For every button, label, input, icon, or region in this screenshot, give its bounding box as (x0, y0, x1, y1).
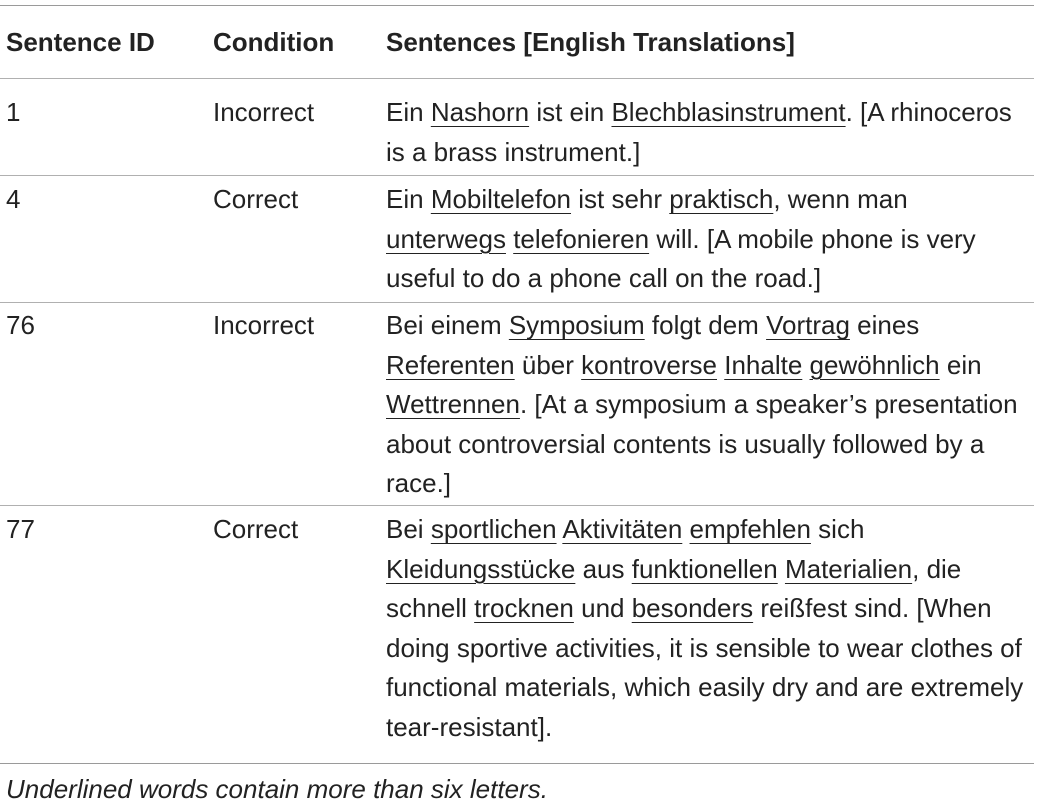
underlined-word: trocknen (474, 593, 574, 623)
header-condition: Condition (213, 27, 335, 57)
sentence-text: , wenn man (773, 184, 908, 214)
underlined-word: Wettrennen (386, 389, 520, 419)
sentence-text: Ein (386, 184, 431, 214)
underlined-word: funktionellen (631, 553, 778, 584)
sentence-text: Ein (386, 97, 431, 127)
sentence-text: ein (939, 349, 982, 380)
sentence-text: reißfest sind. [When doing sportive activities, it is sensible to wear clothes of functional materials, which easily dry and are extremely tear-resistant]. (386, 593, 1024, 742)
underlined-word: sportlichen (430, 514, 557, 544)
row-condition: Incorrect (213, 310, 315, 340)
underlined-word: kontroverse (581, 349, 717, 380)
row-id: 4 (6, 184, 21, 214)
row-sentence (386, 180, 1034, 299)
header-divider (0, 78, 1034, 79)
sentence-text (682, 514, 689, 544)
underlined-word: Vortrag (766, 310, 850, 340)
sentence-text: über (514, 349, 582, 380)
underlined-word: Referenten (386, 349, 515, 380)
underlined-word: Mobiltelefon (430, 184, 572, 214)
row-divider (0, 302, 1034, 303)
underlined-word: Materialien (784, 553, 913, 584)
underlined-word: Blechblasinstrument (611, 97, 846, 127)
sentence-text: folgt dem (644, 310, 767, 340)
row-condition: Correct (213, 184, 299, 214)
row-sentence (386, 510, 1034, 747)
sentence-text: und (573, 593, 632, 623)
row-id: 1 (6, 97, 21, 127)
sentence-text: Bei (386, 514, 431, 544)
row-id: 77 (6, 514, 35, 544)
row-sentence (386, 306, 1034, 504)
sentence-text: sich (810, 514, 865, 544)
sentence-text: ist sehr (571, 184, 670, 214)
table-bottom-rule (0, 763, 1034, 764)
row-divider (0, 505, 1034, 506)
sentence-text: eines (849, 310, 920, 340)
header-sentences: Sentences [English Translations] (386, 27, 795, 57)
sentence-text: , die schnell (386, 553, 962, 623)
row-id: 76 (6, 310, 35, 340)
header-sentence-id: Sentence ID (6, 27, 155, 57)
underlined-word: unterwegs (386, 223, 506, 254)
table-footnote: Underlined words contain more than six letters. (6, 774, 548, 804)
underlined-word: Symposium (508, 310, 645, 340)
sentence-text (778, 554, 785, 584)
row-divider (0, 175, 1034, 176)
sentence-text (802, 350, 809, 380)
underlined-word: Kleidungsstücke (386, 553, 576, 584)
underlined-word: praktisch (669, 184, 774, 214)
table-top-rule (0, 5, 1034, 6)
sentence-text: ist ein (529, 97, 612, 127)
sentence-text: Bei einem (386, 310, 509, 340)
underlined-word: besonders (631, 593, 754, 623)
sentence-text: aus (575, 553, 632, 584)
underlined-word: telefonieren (513, 223, 650, 254)
row-sentence (386, 93, 1034, 172)
underlined-word: Nashorn (430, 97, 530, 127)
underlined-word: empfehlen (689, 514, 811, 544)
sentence-text: will. [A mobile phone is very useful to do a phone call on the road.] (386, 223, 976, 293)
underlined-word: Inhalte (724, 349, 803, 380)
row-condition: Correct (213, 514, 299, 544)
underlined-word: gewöhnlich (809, 349, 940, 380)
row-condition: Incorrect (213, 97, 315, 127)
sentence-text: . [A rhinoceros is a brass instrument.] (386, 97, 1012, 167)
sentence-text: . [At a symposium a speaker’s presentation about controversial contents is usually followed by a race.] (386, 389, 1018, 498)
underlined-word: Aktivitäten (562, 514, 683, 544)
